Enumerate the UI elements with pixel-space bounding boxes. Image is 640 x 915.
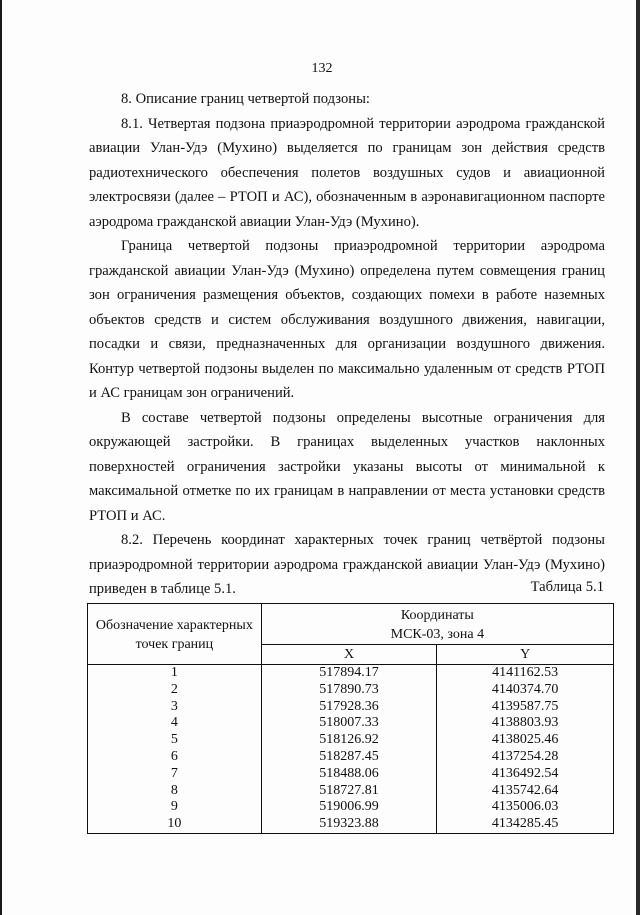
cell-point: 7 [88,766,262,783]
cell-point: 3 [88,699,262,716]
header-y: Y [437,645,614,665]
cell-y: 4137254.28 [437,749,614,766]
header-point-designation [88,604,262,665]
cell-x: 518007.33 [261,715,437,732]
cell-x: 517928.36 [261,699,437,716]
cell-point: 6 [88,749,262,766]
paragraph-8-2: 8.2. Перечень координат характерных точек границ четвёртой подзоны приаэродромной территории аэродрома гражданской авиации Улан-Удэ (Мухино) приведен в таблице 5.1. [89,532,605,597]
cell-x: 517894.17 [261,665,437,682]
table-row [88,732,614,749]
cell-y: 4140374.70 [437,682,614,699]
header-coordinates-label: Координаты [400,608,474,623]
section-heading: 8. Описание границ четвертой подзоны: [121,91,370,107]
header-coordinate-system: МСК-03, зона 4 [390,627,485,642]
cell-y: 4141162.53 [437,665,614,682]
cell-y: 4139587.75 [437,699,614,716]
paragraph-8-1: 8.1. Четвертая подзона приаэродромной территории аэродрома гражданской авиации Улан-Удэ (Мухино) выделяется по границам зон действия средств радиотехнического обеспечения полетов воздушных судов и авиационной электросвязи (далее – РТОП и АС), обозначенным в аэронавигационном паспорте аэродрома гражданской авиации Улан-Удэ (Мухино). [89,115,605,230]
cell-point: 2 [88,682,262,699]
table-row [88,715,614,732]
cell-y: 4135006.03 [437,799,614,816]
table-row [88,816,614,833]
scan-edge-shadow [636,0,640,915]
table-row [88,799,614,816]
table-row [88,665,614,682]
cell-x: 518287.45 [261,749,437,766]
table-row [88,682,614,699]
cell-point: 4 [88,715,262,732]
cell-y: 4135742.64 [437,783,614,800]
body-text [89,87,605,602]
table-row [88,749,614,766]
header-coordinates-group [261,604,613,645]
cell-y: 4138025.46 [437,732,614,749]
cell-x: 518126.92 [261,732,437,749]
cell-y: 4136492.54 [437,766,614,783]
cell-point: 8 [88,783,262,800]
table-row [88,766,614,783]
cell-x: 519006.99 [261,799,437,816]
paragraph-height-restrictions: В составе четвертой подзоны определены высотные ограничения для окружающей застройки. В границах выделенных участков наклонных поверхностей ограничения застройки указаны высоты от минимальной к максимальной отметке по их границам в направлении от места установки средств РТОП и АС. [89,409,605,524]
cell-point: 10 [88,816,262,833]
cell-point: 1 [88,665,262,682]
cell-x: 518727.81 [261,783,437,800]
cell-y: 4138803.93 [437,715,614,732]
coordinates-table-body [88,665,614,834]
coordinates-table [87,603,614,834]
cell-x: 518488.06 [261,766,437,783]
cell-x: 517890.73 [261,682,437,699]
header-x: X [261,645,437,665]
header-point-designation-text: Обозначение характерных точек границ [95,618,253,652]
cell-x: 519323.88 [261,816,437,833]
cell-point: 9 [88,799,262,816]
paragraph-boundary-definition: Граница четвертой подзоны приаэродромной территории аэродрома гражданской авиации Улан-Удэ (Мухино) определена путем совмещения границ зон ограничения размещения объектов, создающих помехи в работе наземных объектов средств и систем обслуживания воздушного движения, навигации, посадки и связи, предназначенных для организации воздушного движения. Контур четвертой подзоны выделен по максимально удаленным от средств РТОП и АС границам зон ограничений. [89,238,605,401]
table-row [88,699,614,716]
page-number: 132 [311,61,333,76]
table-row [88,783,614,800]
table-caption: Таблица 5.1 [530,579,604,595]
cell-y: 4134285.45 [437,816,614,833]
cell-point: 5 [88,732,262,749]
